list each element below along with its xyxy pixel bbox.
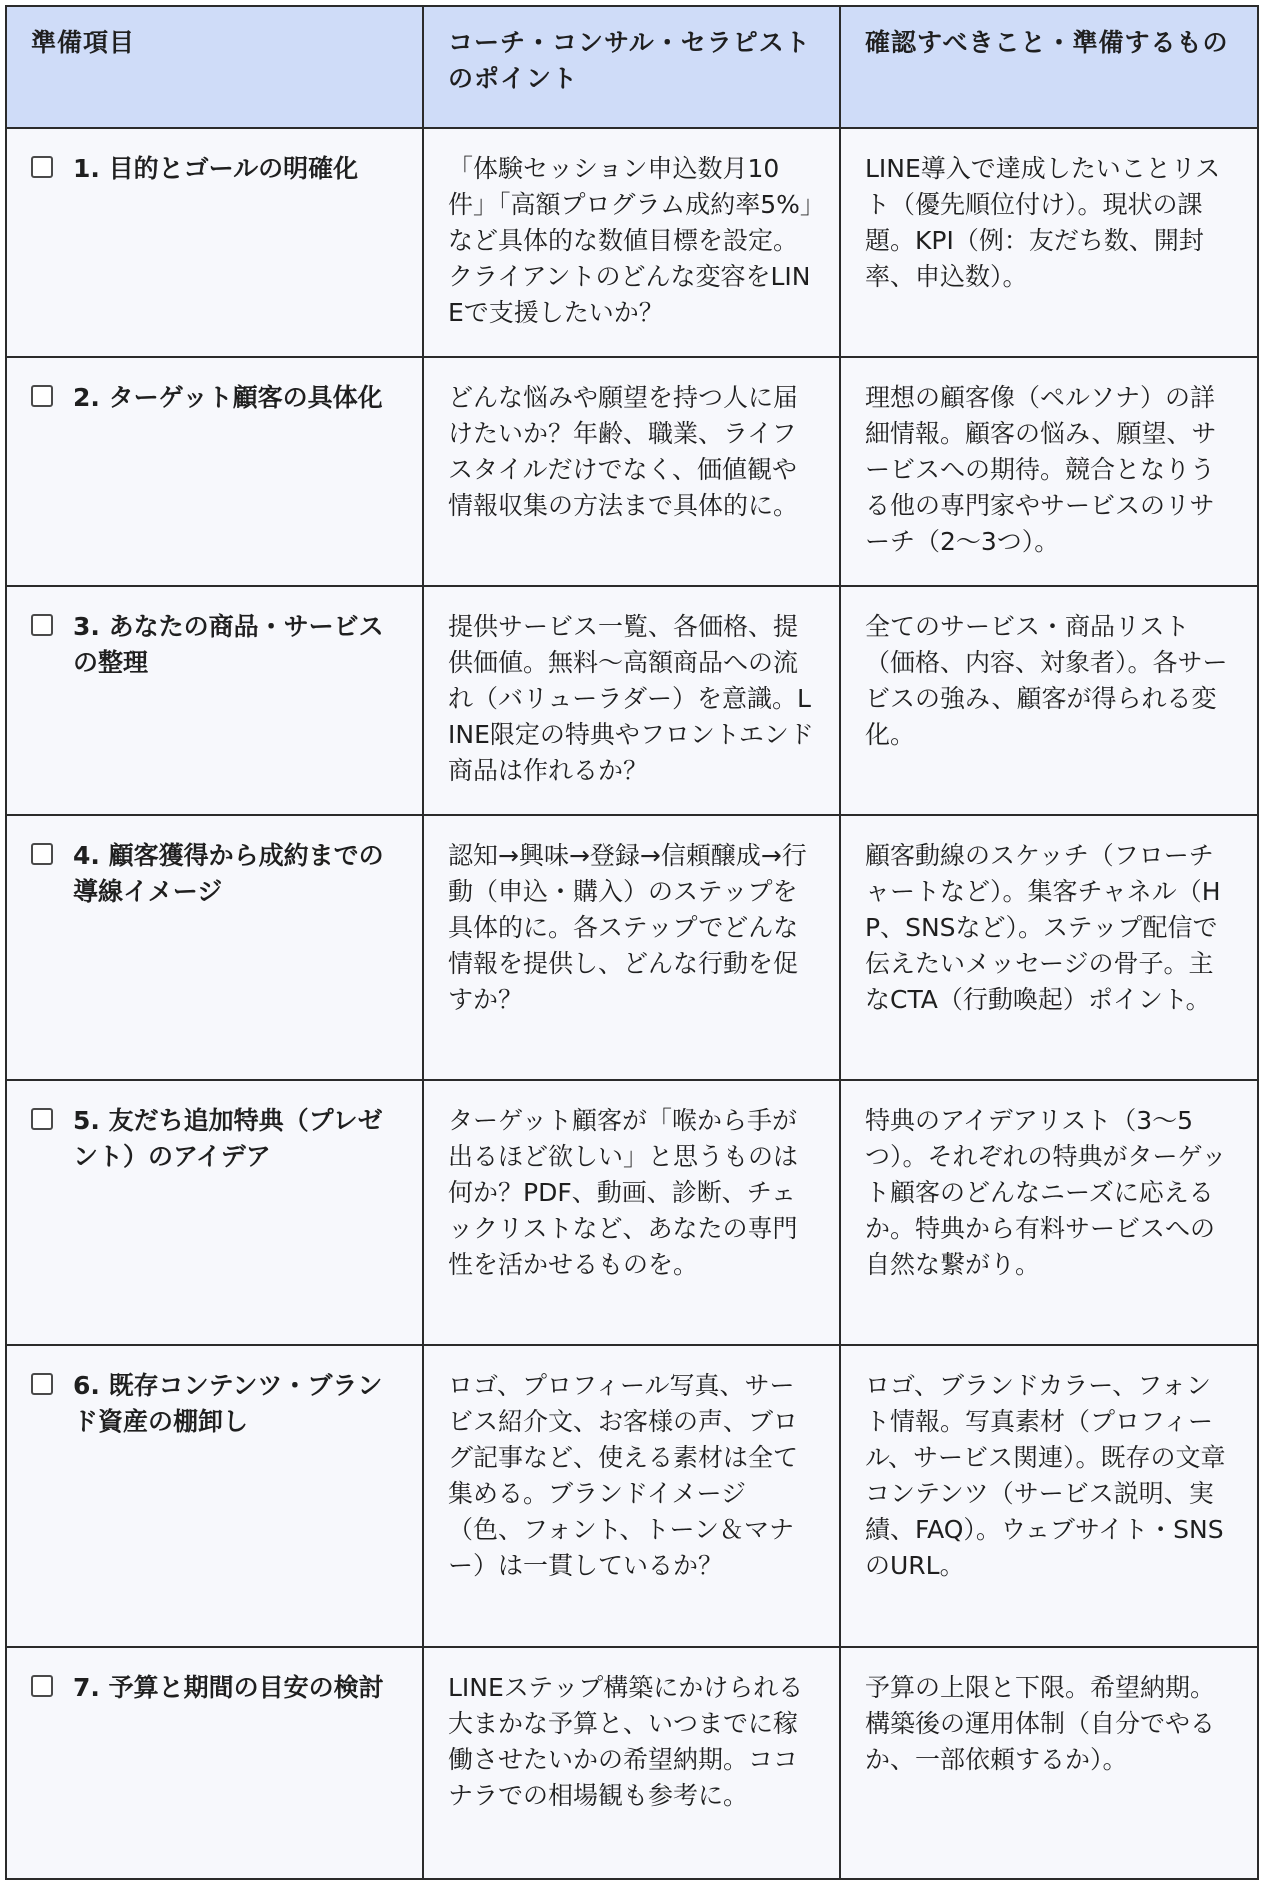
item-cell [6, 586, 423, 815]
header-item: 準備項目 [6, 6, 423, 128]
item-cell [6, 1345, 423, 1647]
checkbox[interactable] [31, 1675, 53, 1697]
item-cell-content [31, 838, 398, 910]
header-check: 確認すべきこと・準備するもの [840, 6, 1258, 128]
table-row [6, 1345, 1258, 1647]
preparation-checklist-table [5, 5, 1259, 1880]
checklist-table-container [5, 5, 1257, 1880]
point-cell: どんな悩みや願望を持つ人に届けたいか？年齢、職業、ライフスタイルだけでなく、価値観や情報収集の方法まで具体的に。 [423, 357, 840, 586]
item-label: 1. 目的とゴールの明確化 [73, 154, 359, 183]
table-body [6, 128, 1258, 1879]
checkbox[interactable] [31, 1373, 53, 1395]
check-cell: 理想の顧客像（ペルソナ）の詳細情報。顧客の悩み、願望、サービスへの期待。競合となりうる他の専門家やサービスのリサーチ（2〜3つ）。 [840, 357, 1258, 586]
check-cell: 全てのサービス・商品リスト（価格、内容、対象者）。各サービスの強み、顧客が得られる変化。 [840, 586, 1258, 815]
table-row [6, 128, 1258, 357]
item-label: 7. 予算と期間の目安の検討 [73, 1673, 384, 1702]
checkbox[interactable] [31, 843, 53, 865]
header-point: コーチ・コンサル・セラピストのポイント [423, 6, 840, 128]
point-cell: ロゴ、プロフィール写真、サービス紹介文、お客様の声、ブログ記事など、使える素材は全て集める。ブランドイメージ（色、フォント、トーン＆マナー）は一貫しているか？ [423, 1345, 840, 1647]
check-cell: LINE導入で達成したいことリスト（優先順位付け）。現状の課題。KPI（例：友だち数、開封率、申込数）。 [840, 128, 1258, 357]
point-cell: 提供サービス一覧、各価格、提供価値。無料〜高額商品への流れ（バリューラダー）を意識。LINE限定の特典やフロントエンド商品は作れるか？ [423, 586, 840, 815]
checkbox[interactable] [31, 156, 53, 178]
item-label: 2. ターゲット顧客の具体化 [73, 383, 383, 412]
item-label: 4. 顧客獲得から成約までの導線イメージ [73, 841, 384, 906]
item-cell [6, 815, 423, 1080]
checkbox[interactable] [31, 1108, 53, 1130]
table-row [6, 815, 1258, 1080]
item-cell [6, 357, 423, 586]
point-cell: ターゲット顧客が「喉から手が出るほど欲しい」と思うものは何か？PDF、動画、診断、チェックリストなど、あなたの専門性を活かせるものを。 [423, 1080, 840, 1345]
item-cell-content [31, 1368, 398, 1440]
point-cell: 「体験セッション申込数月10件」「高額プログラム成約率5%」など具体的な数値目標を設定。クライアントのどんな変容をLINEで支援したいか？ [423, 128, 840, 357]
item-label: 6. 既存コンテンツ・ブランド資産の棚卸し [73, 1371, 383, 1436]
table-row [6, 1080, 1258, 1345]
table-row [6, 357, 1258, 586]
item-cell-content [31, 151, 398, 187]
checkbox[interactable] [31, 385, 53, 407]
point-cell: LINEステップ構築にかけられる大まかな予算と、いつまでに稼働させたいかの希望納期。ココナラでの相場観も参考に。 [423, 1647, 840, 1879]
table-header [6, 6, 1258, 128]
check-cell: ロゴ、ブランドカラー、フォント情報。写真素材（プロフィール、サービス関連）。既存の文章コンテンツ（サービス説明、実績、FAQ）。ウェブサイト・SNSのURL。 [840, 1345, 1258, 1647]
check-cell: 顧客動線のスケッチ（フローチャートなど）。集客チャネル（HP、SNSなど）。ステップ配信で伝えたいメッセージの骨子。主なCTA（行動喚起）ポイント。 [840, 815, 1258, 1080]
item-cell-content [31, 380, 398, 416]
table-row [6, 1647, 1258, 1879]
checkbox[interactable] [31, 614, 53, 636]
item-cell-content [31, 609, 398, 681]
item-cell [6, 1647, 423, 1879]
point-cell: 認知→興味→登録→信頼醸成→行動（申込・購入）のステップを具体的に。各ステップでどんな情報を提供し、どんな行動を促すか？ [423, 815, 840, 1080]
item-label: 3. あなたの商品・サービスの整理 [73, 612, 384, 677]
check-cell: 特典のアイデアリスト（3〜5つ）。それぞれの特典がターゲット顧客のどんなニーズに応えるか。特典から有料サービスへの自然な繋がり。 [840, 1080, 1258, 1345]
header-row [6, 6, 1258, 128]
item-cell-content [31, 1670, 398, 1706]
check-cell: 予算の上限と下限。希望納期。構築後の運用体制（自分でやるか、一部依頼するか）。 [840, 1647, 1258, 1879]
item-cell [6, 1080, 423, 1345]
table-row [6, 586, 1258, 815]
item-cell-content [31, 1103, 398, 1175]
item-label: 5. 友だち追加特典（プレゼント）のアイデア [73, 1106, 383, 1171]
item-cell [6, 128, 423, 357]
